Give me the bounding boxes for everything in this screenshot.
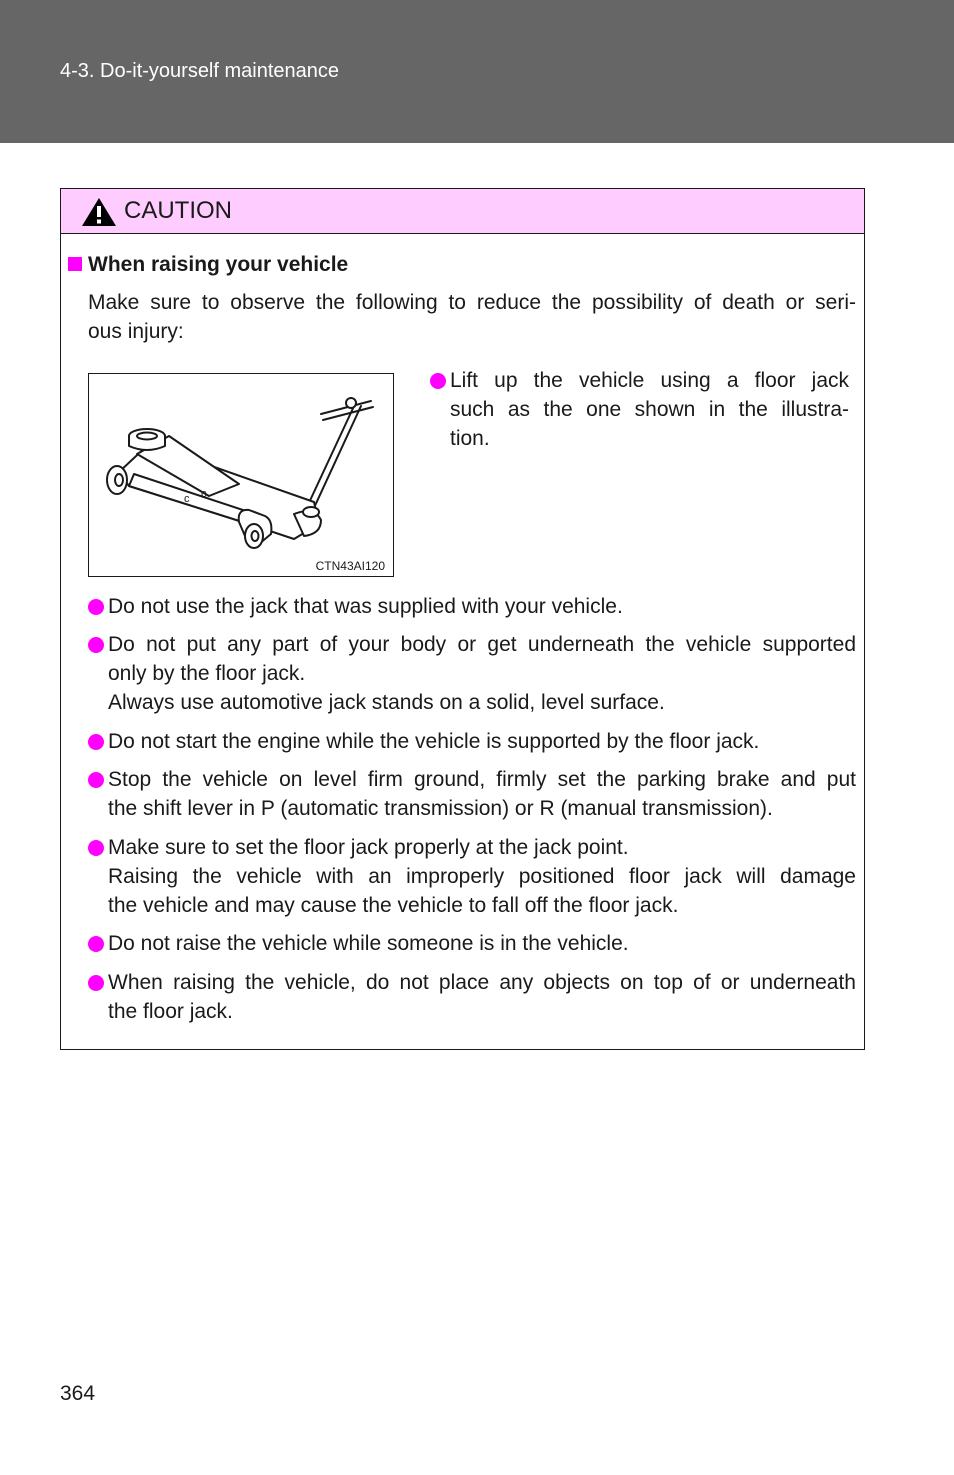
bullet-icon (88, 637, 104, 653)
heading-square-marker (68, 257, 82, 271)
bullet-icon (88, 599, 104, 615)
page-number: 364 (60, 1382, 96, 1405)
svg-text:c: c (184, 493, 190, 505)
list-item-4-line-2: the shift lever in P (automatic transmission) or R (manual transmission). (108, 797, 773, 820)
list-item-5-line-3: the vehicle and may cause the vehicle to fall off the floor jack. (108, 894, 679, 917)
bullet-icon (430, 373, 446, 389)
bullet-icon (88, 840, 104, 856)
list-item-7-line-2: the floor jack. (108, 1000, 233, 1023)
list-item-2-line-3: Always use automotive jack stands on a solid, level surface. (108, 691, 665, 714)
bullet-icon (88, 734, 104, 750)
bullet-icon (88, 772, 104, 788)
caution-heading: When raising your vehicle (88, 253, 349, 276)
list-item-2-line-2: only by the floor jack. (108, 662, 306, 685)
list-item-2-line-1: Do not put any part of your body or get underneath the vehicle supported (108, 633, 856, 656)
figure-bullet-line-2: such as the one shown in the illustra- (450, 398, 849, 421)
intro-line-1: Make sure to observe the following to reduce the possibility of death or seri- (88, 291, 856, 314)
list-item-1-line-1: Do not use the jack that was supplied with your vehicle. (108, 595, 623, 618)
list-item-3-line-1: Do not start the engine while the vehicle is supported by the floor jack. (108, 730, 760, 753)
list-item-4-line-1: Stop the vehicle on level firm ground, firmly set the parking brake and put (108, 768, 856, 791)
warning-triangle-icon (81, 197, 117, 227)
list-item-5-line-2: Raising the vehicle with an improperly positioned floor jack will damage (108, 865, 856, 888)
floor-jack-icon (89, 374, 393, 554)
intro-line-2: ous injury: (88, 320, 184, 343)
caution-header (61, 189, 864, 234)
section-title: 4-3. Do-it-yourself maintenance (60, 60, 340, 82)
bullet-icon (88, 936, 104, 952)
figure-bullet-line-3: tion. (450, 427, 490, 450)
bullet-icon (88, 975, 104, 991)
figure-code: CTN43AI120 (315, 559, 385, 573)
floor-jack-illustration (88, 373, 394, 577)
header-bar (0, 0, 954, 143)
svg-text:c: c (201, 488, 207, 500)
list-item-5-line-1: Make sure to set the floor jack properly at the jack point. (108, 836, 629, 859)
caution-title: CAUTION (124, 197, 232, 224)
list-item-7-line-1: When raising the vehicle, do not place any objects on top of or underneath (108, 971, 856, 994)
list-item-6-line-1: Do not raise the vehicle while someone is in the vehicle. (108, 932, 629, 955)
figure-bullet-line-1: Lift up the vehicle using a floor jack (450, 369, 849, 392)
